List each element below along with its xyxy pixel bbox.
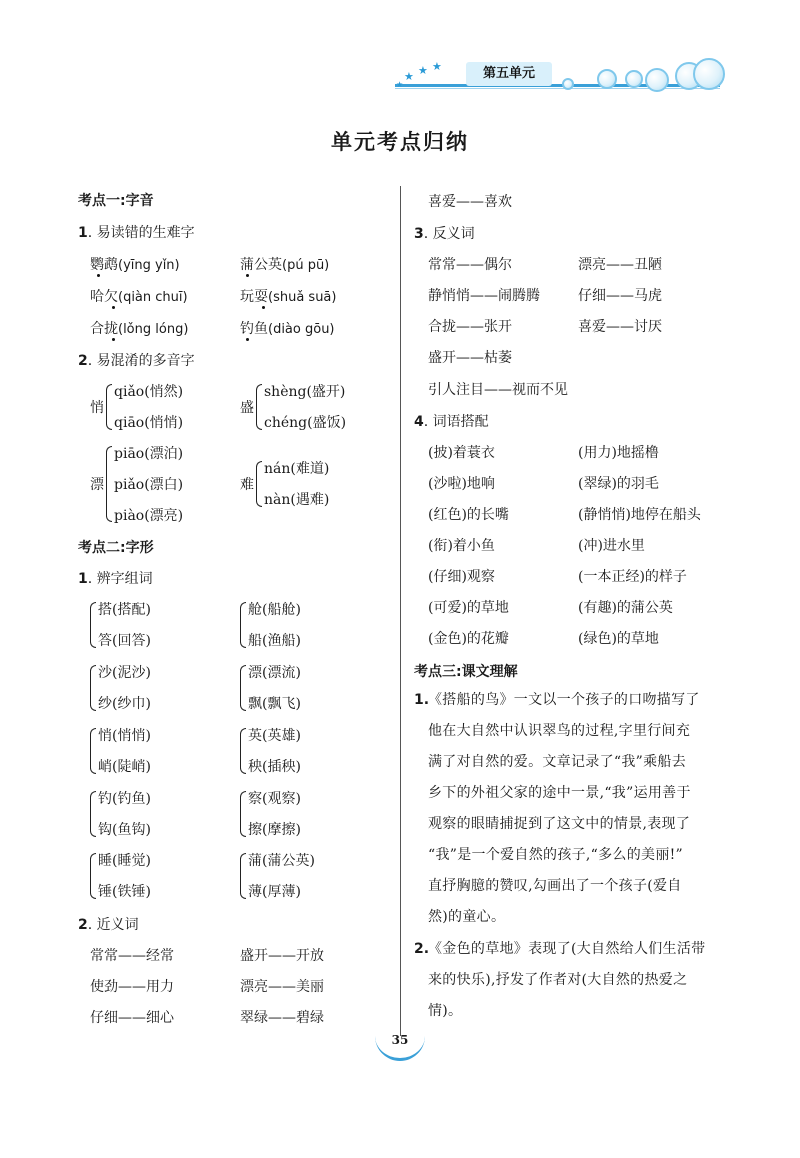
pair-word: 飘(飘飞) [248,696,301,712]
pair-word: 蒲(蒲公英) [248,853,315,869]
collocation: (用力)地摇橹 [578,445,659,461]
emphasis-dot [246,338,249,341]
star-icon: ★ [432,60,442,73]
collocation: (有趣)的蒲公英 [578,600,673,616]
brace [256,461,262,507]
brace [256,384,262,430]
antonym-pair: 静悄悄——闹腾腾 [428,288,540,304]
pair-word: 搭(搭配) [98,602,151,618]
bubble-decoration [597,69,617,89]
poly-reading: nán(难道) [264,461,330,477]
antonym-pair: 合拢——张开 [428,319,512,335]
emphasis-dot [112,338,115,341]
synonym-pair: 喜爱——喜欢 [428,194,512,210]
poly-reading: shèng(盛开) [264,384,346,400]
unit-label: 第五单元 [466,62,552,86]
poly-char: 漂 [90,477,104,493]
brace [106,446,112,522]
poly-reading: piǎo(漂白) [114,477,184,493]
brace [240,853,246,899]
collocation: (静悄悄)地停在船头 [578,507,701,523]
header-rule [395,84,720,87]
emphasis-dot [246,274,249,277]
pair-word: 察(观察) [248,791,301,807]
star-icon: ★ [418,64,428,77]
pair-word: 睡(睡觉) [98,853,151,869]
star-icon: ★ [396,80,404,89]
pair-word: 薄(厚薄) [248,884,301,900]
collocation: (一本正经)的样子 [578,569,687,585]
pair-word: 秧(插秧) [248,759,301,775]
subsection-1-1: 1. 易读错的生难字 [78,225,195,241]
collocation: (衔)着小鱼 [428,538,495,554]
paragraph-number: 2. [414,941,430,957]
pair-word: 纱(纱巾) [98,696,151,712]
pair-word: 答(回答) [98,633,151,649]
poly-reading: piào(漂亮) [114,508,184,524]
collocation: (披)着蓑衣 [428,445,495,461]
collocation: (翠绿)的羽毛 [578,476,659,492]
header-rule-thin [395,88,720,89]
bubble-decoration [693,58,725,90]
synonym-pair: 盛开——开放 [240,948,324,964]
bubble-decoration [562,78,574,90]
pron-item: 钓鱼(diào gōu) [240,321,335,337]
antonym-pair: 引人注目——视而不见 [428,382,568,398]
antonym-pair: 漂亮——丑陋 [578,257,662,273]
star-icon: ★ [404,70,414,83]
column-divider [400,186,401,1036]
brace [90,791,96,837]
paragraph-1: 《搭船的鸟》一文以一个孩子的口吻描写了 他在大自然中认识翠鸟的过程,字里行间充 满了对自然的爱。文章记录了“我”乘船去 乡下的外祖父家的途中一景,“我”运用善于 观察的眼睛捕捉到了这文中的情景,表现了 “我”是一个爱自然的孩子,“多么的美丽!” 直抒胸臆的赞叹,勾画出了一个孩子(爱自 然)的童心。 [428,692,700,925]
brace [90,728,96,774]
section-heading-1: 考点一:字音 [78,193,154,209]
collocation: (绿色)的草地 [578,631,659,647]
poly-reading: qiǎo(悄然) [114,384,184,400]
emphasis-dot [112,306,115,309]
poly-char: 盛 [240,400,254,416]
pair-word: 钓(钓鱼) [98,791,151,807]
brace [240,791,246,837]
antonym-pair: 盛开——枯萎 [428,350,512,366]
pair-word: 峭(陡峭) [98,759,151,775]
pron-item: 玩耍(shuǎ suā) [240,289,337,305]
pair-word: 漂(漂流) [248,665,301,681]
brace [106,384,112,430]
page-title: 单元考点归纳 [331,130,469,154]
collocation: (红色)的长嘴 [428,507,509,523]
section-heading-3: 考点三:课文理解 [414,664,518,680]
brace [240,602,246,648]
poly-char: 难 [240,477,254,493]
collocation: (仔细)观察 [428,569,495,585]
brace [90,665,96,711]
section-heading-2: 考点二:字形 [78,540,154,556]
bubble-decoration [625,70,643,88]
pair-word: 英(英雄) [248,728,301,744]
pair-word: 锤(铁锤) [98,884,151,900]
collocation: (沙啦)地响 [428,476,495,492]
subsection-2-1: 1. 辨字组词 [78,571,153,587]
poly-reading: piāo(漂泊) [114,446,184,462]
pair-word: 沙(泥沙) [98,665,151,681]
pron-item: 蒲公英(pú pū) [240,257,330,273]
synonym-pair: 常常——经常 [90,948,174,964]
synonym-pair: 仔细——细心 [90,1010,174,1026]
poly-reading: nàn(遇难) [264,492,330,508]
subsection-3: 3. 反义词 [414,226,475,242]
pair-word: 舱(船舱) [248,602,301,618]
emphasis-dot [262,306,265,309]
pair-word: 悄(悄悄) [98,728,151,744]
synonym-pair: 翠绿——碧绿 [240,1010,324,1026]
collocation: (冲)进水里 [578,538,645,554]
pair-word: 钩(鱼钩) [98,822,151,838]
bubble-decoration [645,68,669,92]
poly-reading: qiāo(悄悄) [114,415,184,431]
antonym-pair: 喜爱——讨厌 [578,319,662,335]
brace [90,602,96,648]
subsection-2-2: 2. 近义词 [78,917,139,933]
antonym-pair: 仔细——马虎 [578,288,662,304]
brace [240,665,246,711]
pron-item: 哈欠(qiàn chuī) [90,289,188,305]
collocation: (可爱)的草地 [428,600,509,616]
poly-char: 悄 [90,400,104,416]
brace [240,728,246,774]
pron-item: 合拢(lǒng lóng) [90,321,189,337]
paragraph-number: 1. [414,692,430,708]
emphasis-dot [97,274,100,277]
poly-reading: chéng(盛饭) [264,415,347,431]
page-number: 35 [391,1033,409,1047]
antonym-pair: 常常——偶尔 [428,257,512,273]
brace [90,853,96,899]
paragraph-2: 《金色的草地》表现了(大自然给人们生活带 来的快乐),抒发了作者对(大自然的热爱之 情)。 [428,941,706,1019]
synonym-pair: 使劲——用力 [90,979,174,995]
collocation: (金色)的花瓣 [428,631,509,647]
subsection-1-2: 2. 易混淆的多音字 [78,353,195,369]
pair-word: 船(渔船) [248,633,301,649]
pair-word: 擦(摩擦) [248,822,301,838]
synonym-pair: 漂亮——美丽 [240,979,324,995]
subsection-4: 4. 词语搭配 [414,414,489,430]
pron-item: 鹦鹉(yīng yǐn) [90,257,180,273]
